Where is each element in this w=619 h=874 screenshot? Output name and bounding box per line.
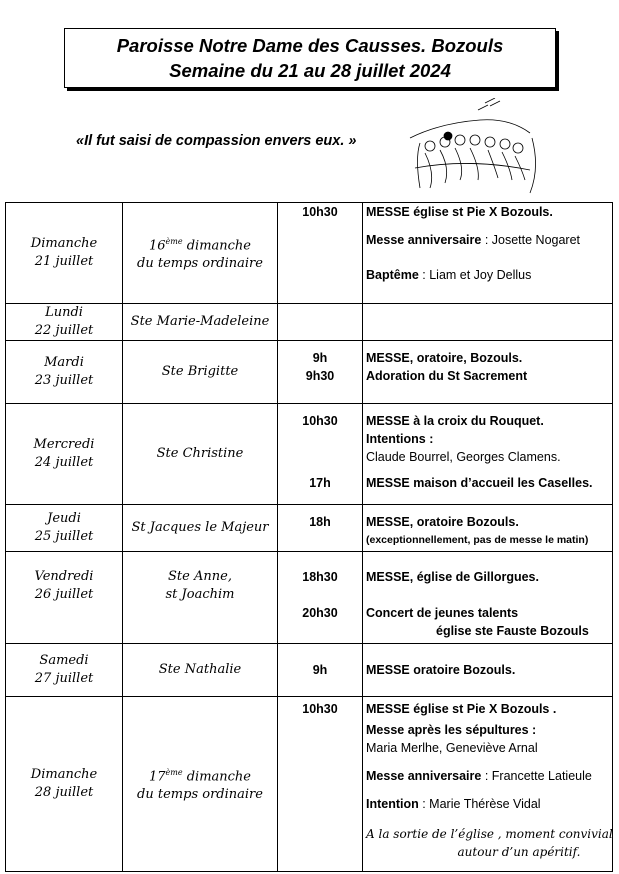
feast-line: St Jacques le Majeur bbox=[131, 520, 269, 535]
day-date: 28 juillet bbox=[34, 785, 94, 800]
feast-cell bbox=[123, 304, 278, 341]
feast-cell bbox=[123, 697, 278, 872]
event-value: : Marie Thérèse Vidal bbox=[418, 797, 541, 811]
feast-line2: st Joachim bbox=[165, 587, 235, 602]
feast-cell bbox=[123, 341, 278, 404]
event-label: Messe anniversaire bbox=[366, 233, 482, 247]
feast-line: Ste Brigitte bbox=[161, 364, 239, 379]
week-title: Semaine du 21 au 28 juillet 2024 bbox=[169, 60, 451, 81]
desc-cell bbox=[363, 203, 613, 304]
time-cell bbox=[278, 552, 363, 644]
event-value: : Josette Nogaret bbox=[481, 233, 581, 247]
parish-title: Paroisse Notre Dame des Causses. Bozouls bbox=[116, 35, 504, 56]
event-label: Baptême bbox=[366, 268, 419, 282]
feast-line: Ste Christine bbox=[156, 446, 244, 461]
desc-cell bbox=[363, 644, 613, 697]
desc-cell bbox=[363, 697, 613, 872]
table-row bbox=[6, 552, 613, 644]
table-row bbox=[6, 505, 613, 552]
event-line: Concert de jeunes talents bbox=[366, 606, 519, 620]
time-cell bbox=[278, 697, 363, 872]
event-line: église ste Fauste Bozouls bbox=[436, 624, 589, 638]
day-date: 21 juillet bbox=[34, 254, 94, 269]
feast-cell bbox=[123, 404, 278, 505]
day-cell bbox=[6, 505, 123, 552]
time-cell bbox=[278, 341, 363, 404]
event-line: Adoration du St Sacrement bbox=[366, 369, 528, 383]
day-cell bbox=[6, 304, 123, 341]
event-line: MESSE, église de Gillorgues. bbox=[366, 570, 539, 584]
time: 18h30 bbox=[302, 570, 338, 584]
day-date: 24 juillet bbox=[34, 455, 94, 470]
event-line bbox=[366, 795, 612, 813]
day-name: Vendredi bbox=[34, 569, 94, 584]
feast-cell bbox=[123, 203, 278, 304]
feast-number: 17 bbox=[148, 769, 166, 785]
feast-line bbox=[123, 233, 277, 255]
time-cell bbox=[278, 203, 363, 304]
day-date: 22 juillet bbox=[34, 323, 94, 338]
desc-cell bbox=[363, 341, 613, 404]
time: 9h30 bbox=[305, 369, 335, 383]
feast-line: Ste Anne, bbox=[168, 569, 232, 584]
weekly-schedule-table bbox=[5, 202, 613, 872]
time-cell bbox=[278, 404, 363, 505]
event-line: Intentions : bbox=[366, 432, 434, 446]
event-note: A la sortie de l’église , moment convivial bbox=[366, 827, 613, 841]
event-line: MESSE à la croix du Rouquet. bbox=[366, 414, 544, 428]
desc-cell bbox=[363, 304, 613, 341]
day-name: Mercredi bbox=[33, 437, 95, 452]
feast-line bbox=[123, 764, 277, 786]
day-cell bbox=[6, 552, 123, 644]
day-name: Samedi bbox=[39, 653, 89, 668]
gospel-quote: «Il fut saisi de compassion envers eux. » bbox=[76, 133, 357, 149]
event-value: : Francette Latieule bbox=[481, 769, 592, 783]
time-cell bbox=[278, 644, 363, 697]
crowd-illustration bbox=[400, 98, 540, 198]
time: 18h bbox=[309, 515, 331, 529]
event-line bbox=[366, 767, 612, 785]
day-date: 23 juillet bbox=[34, 373, 94, 388]
feast-text: dimanche bbox=[182, 769, 252, 785]
event-line: MESSE église st Pie X Bozouls . bbox=[366, 702, 557, 716]
day-name: Lundi bbox=[45, 305, 83, 320]
day-cell bbox=[6, 203, 123, 304]
table-row bbox=[6, 404, 613, 505]
time: 20h30 bbox=[302, 606, 338, 620]
event-line: MESSE oratoire Bozouls. bbox=[366, 663, 516, 677]
event-note: autour d’un apéritif. bbox=[457, 845, 581, 859]
feast-cell bbox=[123, 552, 278, 644]
time: 17h bbox=[309, 476, 331, 490]
event-label: Messe anniversaire bbox=[366, 769, 482, 783]
event-line: MESSE, oratoire, Bozouls. bbox=[366, 351, 523, 365]
table-row bbox=[6, 203, 613, 304]
feast-cell bbox=[123, 644, 278, 697]
time: 10h30 bbox=[302, 702, 338, 716]
feast-text: dimanche bbox=[182, 238, 252, 254]
time: 9h bbox=[312, 351, 328, 365]
feast-line2: du temps ordinaire bbox=[137, 256, 263, 272]
day-name: Mardi bbox=[44, 355, 84, 370]
feast-line: Ste Marie-Madeleine bbox=[130, 314, 270, 329]
feast-number: 16 bbox=[148, 238, 166, 254]
table-row bbox=[6, 341, 613, 404]
day-cell bbox=[6, 404, 123, 505]
time: 9h bbox=[312, 663, 328, 677]
desc-cell bbox=[363, 404, 613, 505]
time-cell bbox=[278, 505, 363, 552]
day-cell bbox=[6, 341, 123, 404]
feast-sup: ème bbox=[165, 236, 183, 246]
event-line: MESSE église st Pie X Bozouls. bbox=[366, 205, 553, 219]
feast-sup: ème bbox=[165, 767, 183, 777]
day-name: Jeudi bbox=[47, 511, 81, 526]
feast-line: Ste Nathalie bbox=[158, 662, 242, 677]
feast-line2: du temps ordinaire bbox=[137, 787, 263, 803]
day-name: Dimanche bbox=[30, 236, 98, 251]
table-row bbox=[6, 697, 613, 872]
event-line: MESSE, oratoire Bozouls. bbox=[366, 515, 519, 529]
desc-cell bbox=[363, 505, 613, 552]
event-value: : Liam et Joy Dellus bbox=[418, 268, 532, 282]
event-line bbox=[366, 266, 612, 284]
desc-cell bbox=[363, 552, 613, 644]
table-row bbox=[6, 304, 613, 341]
time: 10h30 bbox=[302, 414, 338, 428]
feast-cell bbox=[123, 505, 278, 552]
event-line: MESSE maison d’accueil les Caselles. bbox=[366, 476, 593, 490]
title-box bbox=[64, 28, 556, 88]
day-date: 26 juillet bbox=[34, 587, 94, 602]
event-note: (exceptionnellement, pas de messe le matin) bbox=[366, 534, 589, 546]
event-line: Claude Bourrel, Georges Clamens. bbox=[366, 450, 561, 464]
event-line: Maria Merlhe, Geneviève Arnal bbox=[366, 741, 538, 755]
day-cell bbox=[6, 644, 123, 697]
day-name: Dimanche bbox=[30, 767, 98, 782]
event-label: Intention bbox=[366, 797, 419, 811]
table-row bbox=[6, 644, 613, 697]
event-line: Messe après les sépultures : bbox=[366, 723, 537, 737]
day-date: 25 juillet bbox=[34, 529, 94, 544]
event-line bbox=[366, 231, 612, 249]
time-cell bbox=[278, 304, 363, 341]
day-cell bbox=[6, 697, 123, 872]
time: 10h30 bbox=[302, 205, 338, 219]
day-date: 27 juillet bbox=[34, 671, 94, 686]
